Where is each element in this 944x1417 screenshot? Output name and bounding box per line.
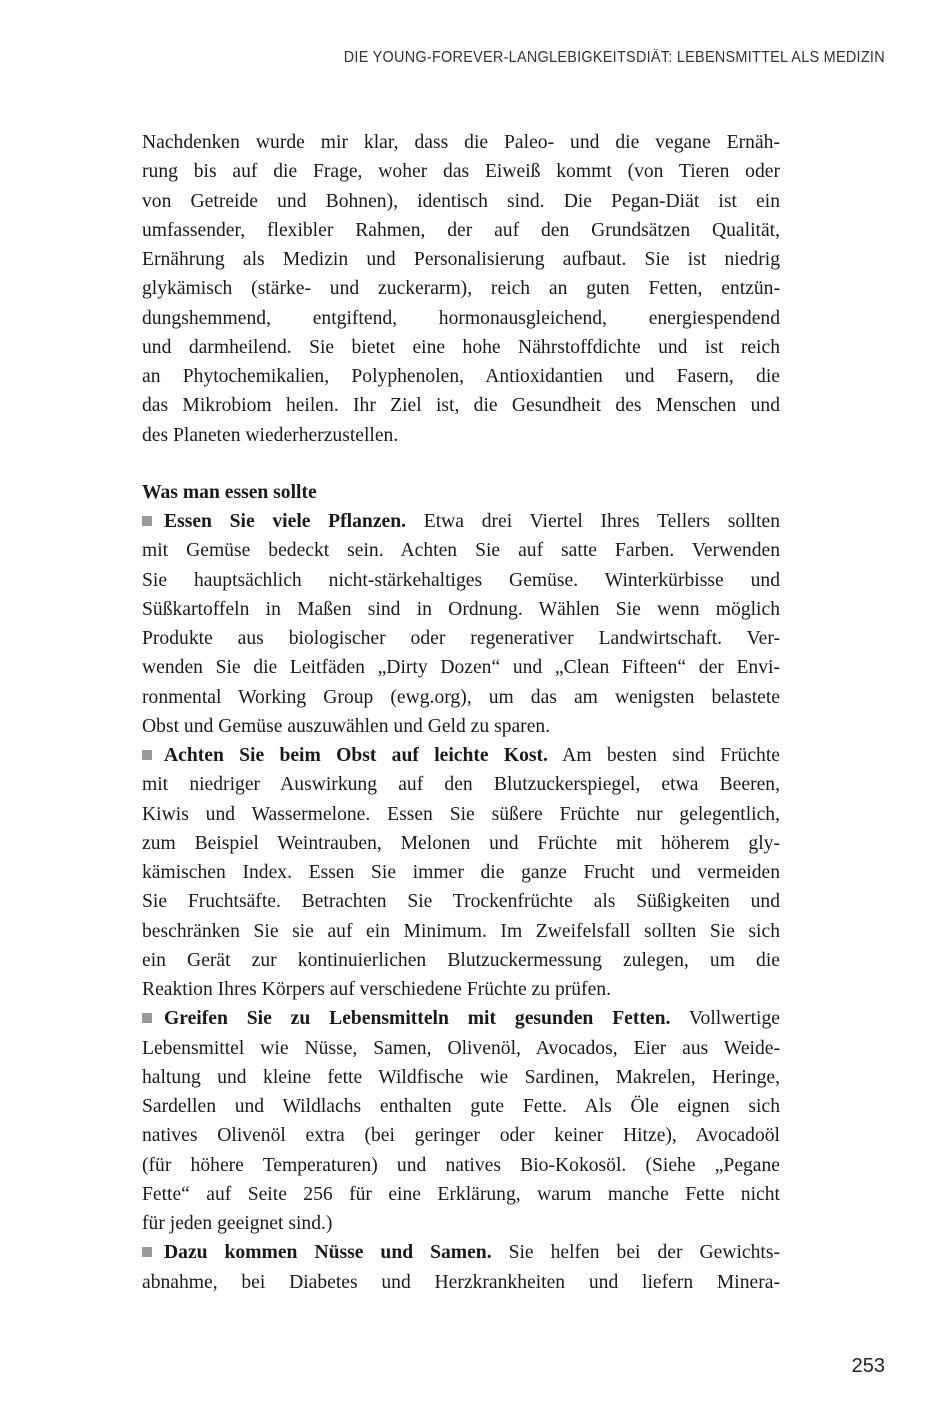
text-line: mit niedriger Auswirkung auf den Blutzuckerspiegel, etwa Beeren, bbox=[142, 774, 780, 796]
text-line: von Getreide und Bohnen), identisch sind. Die Pegan-Diät ist ein bbox=[142, 190, 780, 212]
text-line: Sie Fruchtsäfte. Betrachten Sie Trockenfrüchte als Süßigkeiten und bbox=[142, 891, 780, 913]
text-line: wenden Sie die Leitfäden „Dirty Dozen“ und „Clean Fifteen“ der Envi- bbox=[142, 657, 780, 679]
text-line: ein Gerät zur kontinuierlichen Blutzuckermessung zulegen, um die bbox=[142, 949, 780, 971]
bold-lead: Achten Sie beim Obst auf leichte Kost. bbox=[164, 745, 548, 766]
text-line: Nachdenken wurde mir klar, dass die Paleo- und die vegane Ernäh- bbox=[142, 132, 780, 153]
square-bullet-icon bbox=[142, 516, 152, 526]
text-line: beschränken Sie sie auf ein Minimum. Im Zweifelsfall sollten Sie sich bbox=[142, 920, 780, 942]
square-bullet-icon bbox=[142, 1013, 152, 1023]
bold-lead: Essen Sie viele Pflanzen. bbox=[164, 511, 407, 532]
text-line: Sardellen und Wildlachs enthalten gute Fette. Als Öle eignen sich bbox=[142, 1096, 780, 1117]
text-line: des Planeten wiederherzustellen. bbox=[142, 424, 399, 446]
text-line: haltung und kleine fette Wildfische wie Sardinen, Makrelen, Heringe, bbox=[142, 1066, 780, 1088]
text-line: und darmheilend. Sie bietet eine hohe Nährstoffdichte und ist reich bbox=[142, 336, 780, 358]
text-line: (für höhere Temperaturen) und natives Bio-Kokosöl. (Siehe „Pegane bbox=[142, 1154, 780, 1176]
section-heading bbox=[142, 478, 780, 507]
text-line: umfassender, flexibler Rahmen, der auf den Grundsätzen Qualität, bbox=[142, 219, 780, 241]
text-line: mit Gemüse bedeckt sein. Achten Sie auf satte Farben. Verwenden bbox=[142, 540, 780, 562]
text-line: Produkte aus biologischer oder regenerativer Landwirtschaft. Ver- bbox=[142, 628, 780, 649]
bold-lead: Greifen Sie zu Lebensmitteln mit gesunden Fetten. bbox=[164, 1008, 671, 1030]
bullet-line: Achten Sie beim Obst auf leichte Kost. Am besten sind Früchte bbox=[142, 741, 780, 770]
body-text bbox=[142, 128, 780, 1297]
text-line: Fette“ auf Seite 256 für eine Erklärung, warum manche Fette nicht bbox=[142, 1183, 780, 1205]
bullet-line: Essen Sie viele Pflanzen. Etwa drei Viertel Ihres Tellers sollten bbox=[142, 507, 780, 536]
text-line: für jeden geeignet sind.) bbox=[142, 1213, 333, 1234]
text-line: glykämisch (stärke- und zuckerarm), reich an guten Fetten, entzün- bbox=[142, 278, 780, 300]
text-line: Kiwis und Wassermelone. Essen Sie süßere Früchte nur gelegentlich, bbox=[142, 803, 780, 825]
text-line: Obst und Gemüse auszuwählen und Geld zu sparen. bbox=[142, 715, 551, 737]
paragraph-gap bbox=[142, 450, 780, 478]
text-line: abnahme, bei Diabetes und Herzkrankheiten und liefern Minera- bbox=[142, 1271, 780, 1293]
text-line: das Mikrobiom heilen. Ihr Ziel ist, die Gesundheit des Menschen und bbox=[142, 395, 780, 417]
text-line: an Phytochemikalien, Polyphenolen, Antioxidantien und Fasern, die bbox=[142, 366, 780, 387]
running-header: DIE YOUNG-FOREVER-LANGLEBIGKEITSDIÄT: LEBENSMITTEL ALS MEDIZIN bbox=[343, 49, 885, 66]
bullet-line: Greifen Sie zu Lebensmitteln mit gesunden Fetten. Vollwertige bbox=[142, 1004, 780, 1033]
text-line: Reaktion Ihres Körpers auf verschiedene Früchte zu prüfen. bbox=[142, 979, 611, 1000]
page-number: 253 bbox=[851, 1355, 885, 1377]
text-line: natives Olivenöl extra (bei geringer oder keiner Hitze), Avocadoöl bbox=[142, 1125, 780, 1147]
bold-lead: Was man essen sollte bbox=[142, 481, 317, 503]
text-line: Ernährung als Medizin und Personalisierung aufbaut. Sie ist niedrig bbox=[142, 249, 780, 270]
square-bullet-icon bbox=[142, 1247, 152, 1257]
text-line: rung bis auf die Frage, woher das Eiweiß kommt (von Tieren oder bbox=[142, 161, 780, 183]
text-line: zum Beispiel Weintrauben, Melonen und Früchte mit höherem gly- bbox=[142, 832, 780, 854]
text-line: ronmental Working Group (ewg.org), um das am wenigsten belastete bbox=[142, 686, 780, 708]
bullet-line: Dazu kommen Nüsse und Samen. Sie helfen bei der Gewichts- bbox=[142, 1238, 780, 1267]
text-line: dungshemmend, entgiftend, hormonausgleichend, energiespendend bbox=[142, 307, 780, 329]
text-line: Lebensmittel wie Nüsse, Samen, Olivenöl, Avocados, Eier aus Weide- bbox=[142, 1037, 780, 1059]
square-bullet-icon bbox=[142, 750, 152, 760]
text-line: kämischen Index. Essen Sie immer die ganze Frucht und vermeiden bbox=[142, 862, 780, 883]
text-line: Süßkartoffeln in Maßen sind in Ordnung. Wählen Sie wenn möglich bbox=[142, 598, 780, 620]
bold-lead: Dazu kommen Nüsse und Samen. bbox=[164, 1242, 492, 1264]
text-line: Sie hauptsächlich nicht-stärkehaltiges Gemüse. Winterkürbisse und bbox=[142, 569, 780, 591]
